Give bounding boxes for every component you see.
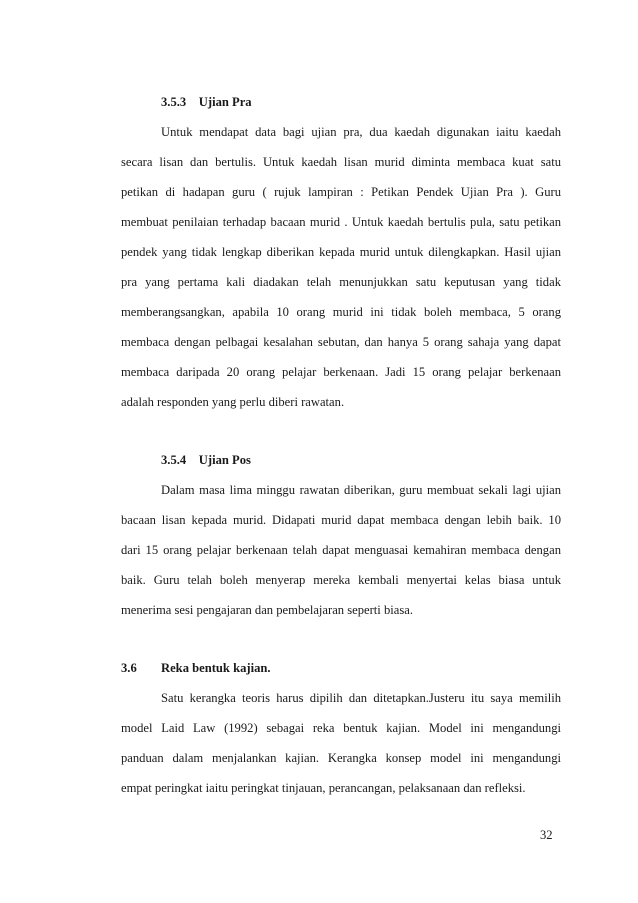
paragraph-line: model Laid Law (1992) sebagai reka bentuk kajian. Model ini mengandungi xyxy=(121,721,561,735)
paragraph-line: membuat penilaian terhadap bacaan murid . Untuk kaedah bertulis pula, satu petikan xyxy=(121,215,561,229)
paragraph-line: secara lisan dan bertulis. Untuk kaedah lisan murid diminta membaca kuat satu xyxy=(121,155,561,169)
paragraph-line: baik. Guru telah boleh menyerap mereka kembali menyertai kelas biasa untuk xyxy=(121,573,561,587)
paragraph-line: memberangsangkan, apabila 10 orang murid ini tidak boleh membaca, 5 orang xyxy=(121,305,561,319)
paragraph-line: membaca dengan pelbagai kesalahan sebutan, dan hanya 5 orang sahaja yang dapat xyxy=(121,335,561,349)
paragraph-line: menerima sesi pengajaran dan pembelajaran seperti biasa. xyxy=(121,603,413,617)
page-number: 32 xyxy=(540,828,553,842)
paragraph-line: bacaan lisan kepada murid. Didapati murid dapat membaca dengan lebih baik. 10 xyxy=(121,513,561,527)
paragraph-line: Satu kerangka teoris harus dipilih dan ditetapkan.Justeru itu saya memilih xyxy=(161,691,561,705)
paragraph-line: Dalam masa lima minggu rawatan diberikan, guru membuat sekali lagi ujian xyxy=(161,483,561,497)
section-3-5-4-heading xyxy=(161,452,251,468)
paragraph-line: membaca daripada 20 orang pelajar berkenaan. Jadi 15 orang pelajar berkenaan xyxy=(121,365,561,379)
paragraph-line: adalah responden yang perlu diberi rawatan. xyxy=(121,395,345,409)
section-title: Ujian Pra xyxy=(198,95,252,109)
section-number: 3.5.4 xyxy=(161,453,187,467)
paragraph-line: panduan dalam menjalankan kajian. Kerangka konsep model ini mengandungi xyxy=(121,751,561,765)
section-3-6-title: Reka bentuk kajian. xyxy=(161,661,271,675)
section-3-5-3-heading xyxy=(161,94,252,110)
paragraph-line: pra yang pertama kali diadakan telah menunjukkan satu keputusan yang tidak xyxy=(121,275,561,289)
paragraph-line: pendek yang tidak lengkap diberikan kepada murid untuk dilengkapkan. Hasil ujian xyxy=(121,245,561,259)
paragraph-line: Untuk mendapat data bagi ujian pra, dua kaedah digunakan iaitu kaedah xyxy=(161,125,561,139)
paragraph-line: empat peringkat iaitu peringkat tinjauan, perancangan, pelaksanaan dan refleksi. xyxy=(121,781,526,795)
section-title: Ujian Pos xyxy=(198,453,251,467)
section-3-6-number: 3.6 xyxy=(121,661,137,675)
paragraph-line: petikan di hadapan guru ( rujuk lampiran : Petikan Pendek Ujian Pra ). Guru xyxy=(121,185,561,199)
paragraph-line: dari 15 orang pelajar berkenaan telah dapat menguasai kemahiran membaca dengan xyxy=(121,543,561,557)
section-number: 3.5.3 xyxy=(161,95,187,109)
